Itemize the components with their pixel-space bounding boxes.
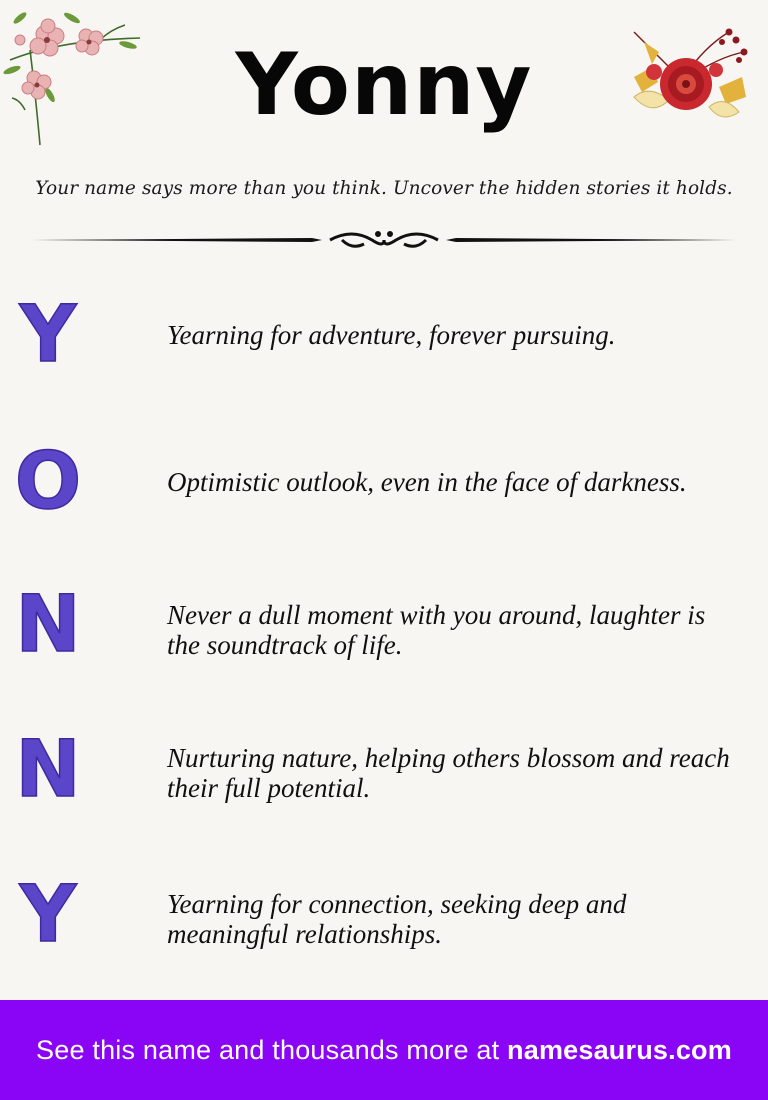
acrostic-letter: Y bbox=[19, 290, 77, 380]
acrostic-letter: O bbox=[14, 437, 82, 527]
footer-banner bbox=[0, 1000, 768, 1100]
acrostic-description: Optimistic outlook, even in the face of darkness. bbox=[167, 467, 687, 497]
footer-text bbox=[36, 1035, 732, 1066]
acrostic-letter: N bbox=[15, 725, 81, 815]
footer-prefix: See this name and thousands more at bbox=[36, 1034, 508, 1065]
acrostic-description: Nurturing nature, helping others blossom and reach their full potential. bbox=[167, 743, 730, 803]
tagline: Your name says more than you think. Uncover the hidden stories it holds. bbox=[35, 178, 733, 199]
acrostic-description: Never a dull moment with you around, laughter is the soundtrack of life. bbox=[167, 600, 706, 660]
footer-site-link[interactable]: namesaurus.com bbox=[507, 1034, 732, 1065]
acrostic-letter: Y bbox=[19, 870, 77, 960]
acrostic-letter: N bbox=[15, 580, 81, 670]
acrostic-description: Yearning for connection, seeking deep and meaningful relationships. bbox=[167, 889, 627, 949]
ornamental-divider-icon bbox=[32, 222, 736, 258]
acrostic-description: Yearning for adventure, forever pursuing. bbox=[167, 320, 616, 350]
page-title: Yonny bbox=[235, 35, 533, 135]
